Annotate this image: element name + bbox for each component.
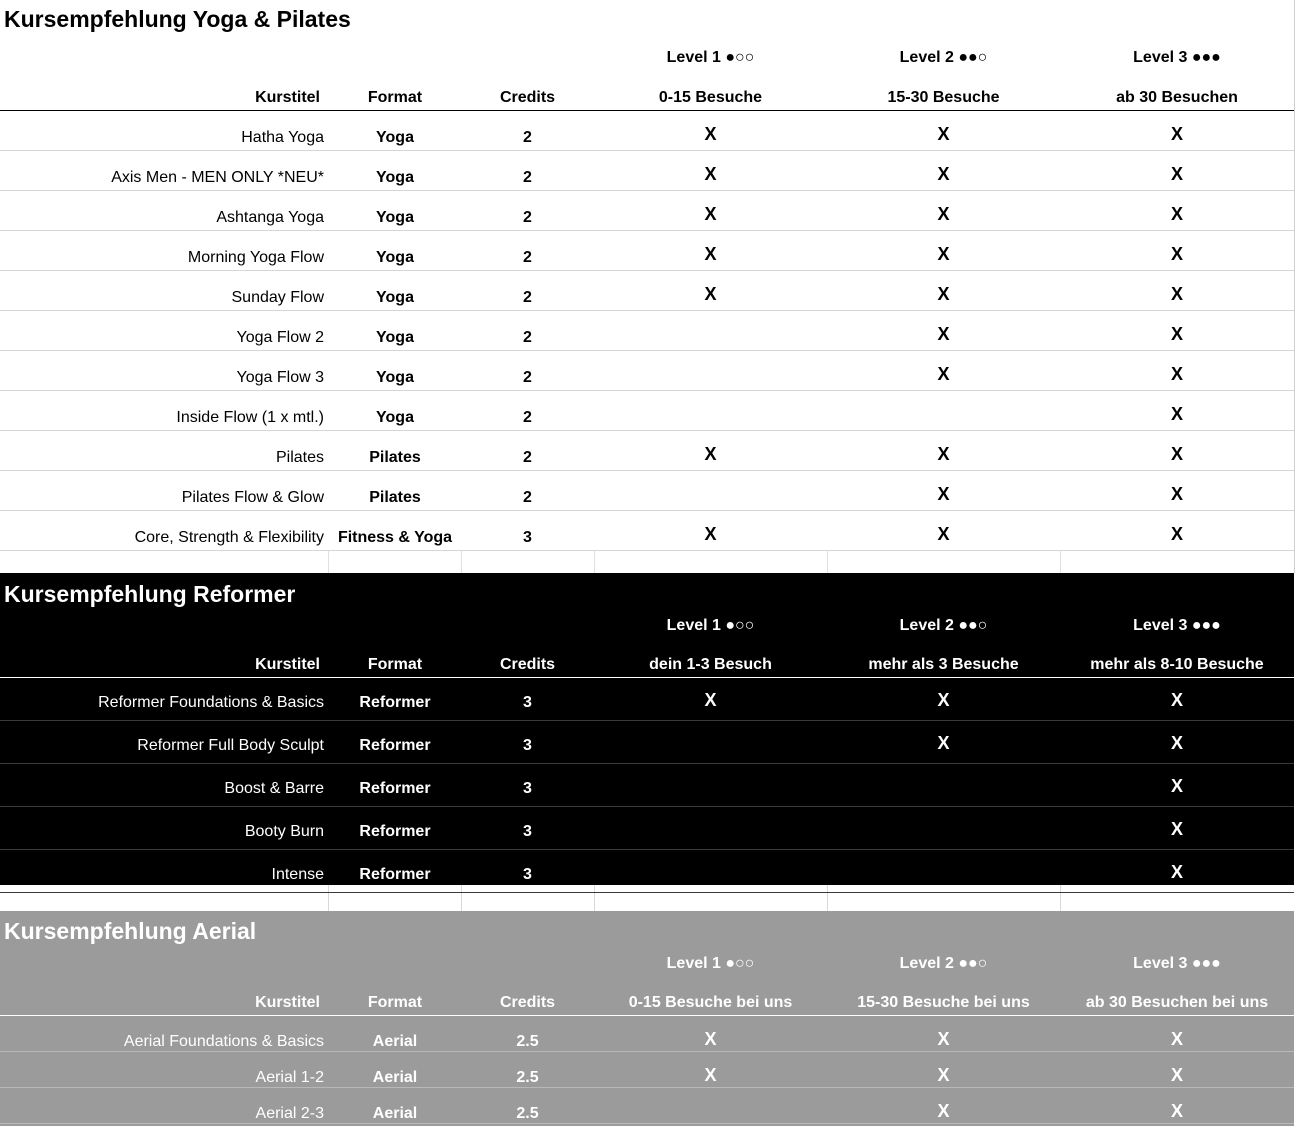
level-2-subheader: 15-30 Besuche (887, 89, 1000, 106)
format-cell: Pilates (369, 449, 421, 466)
table-row (0, 271, 1294, 311)
format-cell: Fitness & Yoga (337, 529, 453, 546)
course-title-cell: Booty Burn (244, 823, 324, 840)
column-header-course-title: Kurstitel (255, 89, 320, 106)
table-row (0, 511, 1294, 551)
level-3-mark: X (1170, 164, 1183, 184)
credits-cell: 2 (523, 409, 532, 426)
credits-cell: 2 (523, 209, 532, 226)
format-cell: Yoga (376, 329, 414, 346)
credits-cell: 2.5 (516, 1105, 539, 1122)
table-row (0, 431, 1294, 471)
credits-cell: 3 (523, 694, 532, 711)
level-1-mark: X (704, 244, 717, 264)
format-cell: Aerial (372, 1069, 418, 1086)
column-header-course-title: Kurstitel (255, 994, 320, 1011)
level-2-mark: X (937, 124, 950, 144)
format-cell: Yoga (376, 169, 414, 186)
format-cell: Yoga (376, 369, 414, 386)
table-row (0, 850, 1294, 893)
course-title-cell: Yoga Flow 3 (236, 369, 324, 386)
format-cell: Reformer (359, 823, 431, 840)
table-row (0, 311, 1294, 351)
row-divider (0, 550, 1294, 551)
credits-cell: 2 (523, 489, 532, 506)
table-row (0, 231, 1294, 271)
course-title-cell: Yoga Flow 2 (236, 329, 324, 346)
level-1-mark: X (704, 284, 717, 304)
credits-cell: 3 (523, 823, 532, 840)
level-2-subheader: mehr als 3 Besuche (868, 656, 1019, 673)
level-2-mark: X (937, 204, 950, 224)
course-title-cell: Aerial 1-2 (255, 1069, 324, 1086)
table-row (0, 678, 1294, 721)
course-title-cell: Reformer Full Body Sculpt (137, 737, 324, 754)
format-cell: Aerial (372, 1033, 418, 1050)
level-3-header: Level 3 ●●● (1133, 617, 1221, 634)
course-title-cell: Axis Men - MEN ONLY *NEU* (111, 169, 324, 186)
level-3-subheader: mehr als 8-10 Besuche (1090, 656, 1264, 673)
course-title-cell: Aerial Foundations & Basics (123, 1033, 324, 1050)
level-3-subheader: ab 30 Besuchen bei uns (1085, 994, 1269, 1011)
level-2-mark: X (937, 284, 950, 304)
level-3-mark: X (1170, 324, 1183, 344)
credits-cell: 2 (523, 289, 532, 306)
level-3-mark: X (1170, 1065, 1183, 1085)
grid-line (328, 551, 329, 573)
section-title: Kursempfehlung Aerial (4, 918, 257, 944)
level-2-mark: X (937, 690, 950, 710)
level-3-mark: X (1170, 284, 1183, 304)
format-cell: Reformer (359, 694, 431, 711)
level-3-header: Level 3 ●●● (1133, 49, 1221, 66)
column-header-course-title: Kurstitel (255, 656, 320, 673)
format-cell: Reformer (359, 737, 431, 754)
level-1-header: Level 1 ●○○ (666, 617, 755, 634)
format-cell: Pilates (369, 489, 421, 506)
level-3-mark: X (1170, 819, 1183, 839)
section-aerial (0, 911, 1294, 1126)
level-3-mark: X (1170, 690, 1183, 710)
level-2-header: Level 2 ●●○ (899, 49, 988, 66)
level-1-mark: X (704, 444, 717, 464)
credits-cell: 2 (523, 249, 532, 266)
level-2-mark: X (937, 244, 950, 264)
course-title-cell: Morning Yoga Flow (187, 249, 324, 266)
format-cell: Reformer (359, 866, 431, 883)
level-1-mark: X (704, 1065, 717, 1085)
level-2-mark: X (937, 324, 950, 344)
level-2-header: Level 2 ●●○ (899, 617, 988, 634)
level-3-mark: X (1170, 733, 1183, 753)
column-header-format: Format (367, 994, 423, 1011)
level-1-mark: X (704, 690, 717, 710)
level-3-mark: X (1170, 524, 1183, 544)
level-3-mark: X (1170, 1101, 1183, 1121)
table-row (0, 471, 1294, 511)
level-3-mark: X (1170, 124, 1183, 144)
level-1-mark: X (704, 524, 717, 544)
credits-cell: 2 (523, 449, 532, 466)
credits-cell: 2 (523, 169, 532, 186)
level-3-mark: X (1170, 404, 1183, 424)
level-3-mark: X (1170, 444, 1183, 464)
column-header-format: Format (367, 89, 423, 106)
level-3-header: Level 3 ●●● (1133, 955, 1221, 972)
course-title-cell: Ashtanga Yoga (216, 209, 324, 226)
level-2-mark: X (937, 524, 950, 544)
level-2-mark: X (937, 164, 950, 184)
level-3-mark: X (1170, 204, 1183, 224)
grid-line (1060, 551, 1061, 573)
level-1-subheader: dein 1-3 Besuch (649, 656, 772, 673)
table-row (0, 807, 1294, 850)
column-header-credits: Credits (499, 994, 556, 1011)
level-1-mark: X (704, 164, 717, 184)
course-title-cell: Hatha Yoga (241, 129, 324, 146)
grid-line (461, 551, 462, 573)
section-reformer (0, 573, 1294, 911)
table-row (0, 1088, 1294, 1124)
course-title-cell: Core, Strength & Flexibility (134, 529, 324, 546)
format-cell: Aerial (372, 1105, 418, 1122)
level-2-header: Level 2 ●●○ (899, 955, 988, 972)
level-2-mark: X (937, 444, 950, 464)
course-title-cell: Boost & Barre (224, 780, 324, 797)
table-row (0, 151, 1294, 191)
table-row (0, 1052, 1294, 1088)
level-3-mark: X (1170, 862, 1183, 882)
column-header-credits: Credits (499, 89, 556, 106)
level-2-mark: X (937, 733, 950, 753)
section-title: Kursempfehlung Reformer (4, 581, 296, 607)
credits-cell: 2.5 (516, 1033, 539, 1050)
format-cell: Yoga (376, 129, 414, 146)
table-row (0, 721, 1294, 764)
course-title-cell: Pilates (275, 449, 324, 466)
level-1-mark: X (704, 1029, 717, 1049)
level-2-mark: X (937, 1029, 950, 1049)
course-title-cell: Pilates Flow & Glow (181, 489, 324, 506)
level-3-mark: X (1170, 364, 1183, 384)
level-2-mark: X (937, 1101, 950, 1121)
level-1-subheader: 0-15 Besuche (658, 89, 763, 106)
level-1-header: Level 1 ●○○ (666, 49, 755, 66)
level-2-mark: X (937, 1065, 950, 1085)
credits-cell: 3 (523, 780, 532, 797)
column-header-credits: Credits (499, 656, 556, 673)
credits-cell: 2.5 (516, 1069, 539, 1086)
table-row (0, 1016, 1294, 1052)
level-3-mark: X (1170, 484, 1183, 504)
level-1-subheader: 0-15 Besuche bei uns (628, 994, 793, 1011)
level-2-subheader: 15-30 Besuche bei uns (857, 994, 1030, 1011)
grid-line (827, 551, 828, 573)
credits-cell: 2 (523, 129, 532, 146)
table-row (0, 764, 1294, 807)
level-2-mark: X (937, 484, 950, 504)
course-title-cell: Sunday Flow (231, 289, 324, 306)
course-title-cell: Intense (271, 866, 324, 883)
row-divider (0, 892, 1294, 893)
level-1-header: Level 1 ●○○ (666, 955, 755, 972)
level-2-mark: X (937, 364, 950, 384)
credits-cell: 3 (523, 529, 532, 546)
level-1-mark: X (704, 204, 717, 224)
row-divider (0, 1123, 1294, 1124)
course-title-cell: Reformer Foundations & Basics (98, 694, 324, 711)
level-3-mark: X (1170, 1029, 1183, 1049)
table-row (0, 351, 1294, 391)
format-cell: Reformer (359, 780, 431, 797)
level-3-mark: X (1170, 776, 1183, 796)
section-title: Kursempfehlung Yoga & Pilates (4, 6, 351, 32)
course-title-cell: Inside Flow (1 x mtl.) (176, 409, 324, 426)
format-cell: Yoga (376, 249, 414, 266)
credits-cell: 2 (523, 329, 532, 346)
level-3-subheader: ab 30 Besuchen (1116, 89, 1238, 106)
table-row (0, 391, 1294, 431)
course-title-cell: Aerial 2-3 (255, 1105, 324, 1122)
level-1-mark: X (704, 124, 717, 144)
format-cell: Yoga (376, 409, 414, 426)
format-cell: Yoga (376, 209, 414, 226)
table-row (0, 111, 1294, 151)
table-row (0, 191, 1294, 231)
credits-cell: 3 (523, 866, 532, 883)
column-header-format: Format (367, 656, 423, 673)
grid-line (594, 551, 595, 573)
level-3-mark: X (1170, 244, 1183, 264)
credits-cell: 2 (523, 369, 532, 386)
format-cell: Yoga (376, 289, 414, 306)
credits-cell: 3 (523, 737, 532, 754)
